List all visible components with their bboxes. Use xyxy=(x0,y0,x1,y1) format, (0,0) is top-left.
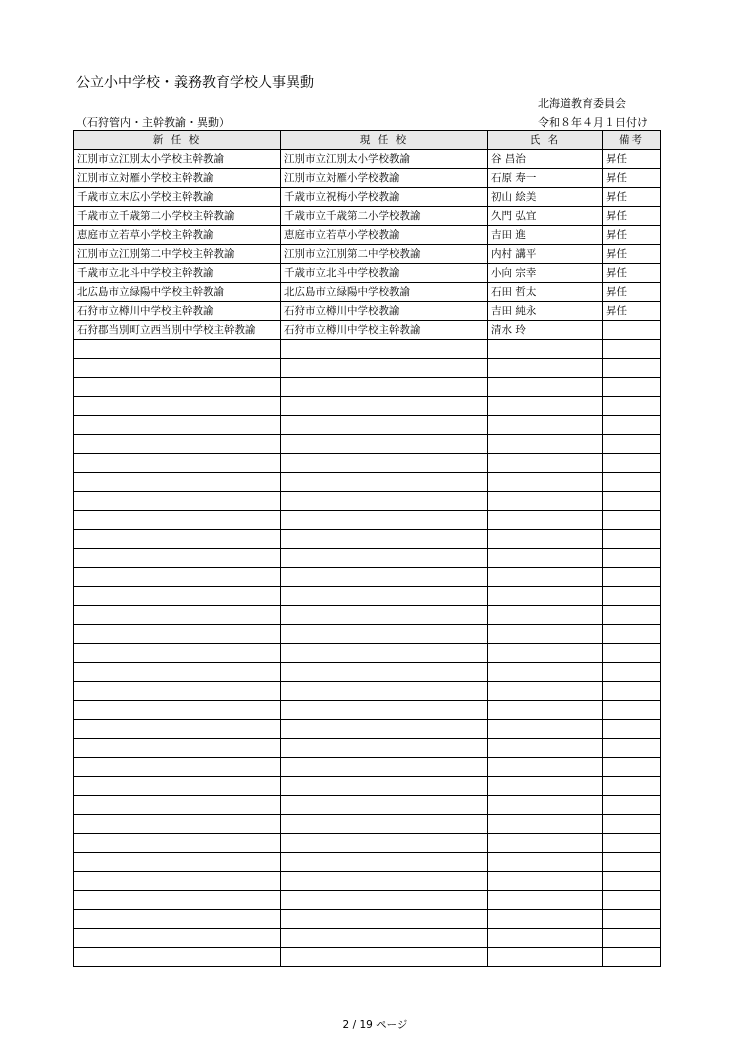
new-school-cell xyxy=(74,777,281,796)
current-school-cell: 千歳市立祝梅小学校教諭 xyxy=(281,188,488,207)
new-school-cell: 北広島市立緑陽中学校主幹教諭 xyxy=(74,283,281,302)
current-school-cell xyxy=(281,644,488,663)
new-school-cell xyxy=(74,378,281,397)
new-school-cell xyxy=(74,663,281,682)
current-school-cell xyxy=(281,663,488,682)
current-school-cell xyxy=(281,549,488,568)
personnel-table xyxy=(73,130,661,967)
table-row xyxy=(74,625,661,644)
remarks-cell: 昇任 xyxy=(603,169,661,188)
remarks-cell xyxy=(603,682,661,701)
remarks-cell xyxy=(603,492,661,511)
column-header-current-school: 現 任 校 xyxy=(281,131,488,150)
column-header-new-school: 新 任 校 xyxy=(74,131,281,150)
table-body xyxy=(74,150,661,967)
current-school-cell xyxy=(281,853,488,872)
new-school-cell xyxy=(74,435,281,454)
remarks-cell xyxy=(603,834,661,853)
current-school-cell xyxy=(281,739,488,758)
remarks-cell xyxy=(603,397,661,416)
name-cell xyxy=(488,796,603,815)
name-cell: 吉田 進 xyxy=(488,226,603,245)
new-school-cell: 江別市立江別第二中学校主幹教諭 xyxy=(74,245,281,264)
current-school-cell xyxy=(281,587,488,606)
remarks-cell xyxy=(603,796,661,815)
issuer: 北海道教育委員会 xyxy=(538,97,626,110)
remarks-cell xyxy=(603,815,661,834)
current-school-cell xyxy=(281,473,488,492)
name-cell xyxy=(488,587,603,606)
table-row xyxy=(74,834,661,853)
current-school-cell: 石狩市立樽川中学校教諭 xyxy=(281,302,488,321)
current-school-cell xyxy=(281,872,488,891)
remarks-cell xyxy=(603,511,661,530)
current-school-cell xyxy=(281,701,488,720)
new-school-cell: 千歳市立千歳第二小学校主幹教諭 xyxy=(74,207,281,226)
remarks-cell xyxy=(603,454,661,473)
table-row xyxy=(74,188,661,207)
current-school-cell xyxy=(281,682,488,701)
name-cell xyxy=(488,359,603,378)
new-school-cell xyxy=(74,473,281,492)
current-school-cell xyxy=(281,530,488,549)
new-school-cell xyxy=(74,492,281,511)
new-school-cell xyxy=(74,587,281,606)
name-cell xyxy=(488,720,603,739)
name-cell xyxy=(488,340,603,359)
page-number: 2 / 19 ページ xyxy=(342,1019,408,1031)
table-row xyxy=(74,340,661,359)
remarks-cell xyxy=(603,701,661,720)
table-row xyxy=(74,169,661,188)
current-school-cell xyxy=(281,511,488,530)
remarks-cell xyxy=(603,416,661,435)
table-row xyxy=(74,207,661,226)
remarks-cell xyxy=(603,625,661,644)
table-row xyxy=(74,416,661,435)
column-header-name: 氏 名 xyxy=(488,131,603,150)
remarks-cell xyxy=(603,568,661,587)
new-school-cell xyxy=(74,644,281,663)
name-cell xyxy=(488,834,603,853)
remarks-cell xyxy=(603,530,661,549)
current-school-cell xyxy=(281,758,488,777)
remarks-cell xyxy=(603,872,661,891)
table-row xyxy=(74,663,661,682)
name-cell xyxy=(488,644,603,663)
table-row xyxy=(74,701,661,720)
table-row xyxy=(74,853,661,872)
current-school-cell xyxy=(281,359,488,378)
column-header-remarks: 備考 xyxy=(603,131,661,150)
new-school-cell xyxy=(74,416,281,435)
remarks-cell xyxy=(603,378,661,397)
new-school-cell xyxy=(74,606,281,625)
new-school-cell xyxy=(74,758,281,777)
table-row xyxy=(74,891,661,910)
remarks-cell xyxy=(603,929,661,948)
name-cell: 久門 弘宜 xyxy=(488,207,603,226)
table-row xyxy=(74,568,661,587)
current-school-cell xyxy=(281,378,488,397)
table-row xyxy=(74,435,661,454)
remarks-cell: 昇任 xyxy=(603,283,661,302)
new-school-cell xyxy=(74,701,281,720)
name-cell xyxy=(488,606,603,625)
name-cell xyxy=(488,397,603,416)
name-cell: 石原 寿一 xyxy=(488,169,603,188)
table-row xyxy=(74,720,661,739)
current-school-cell xyxy=(281,796,488,815)
remarks-cell xyxy=(603,435,661,454)
remarks-cell xyxy=(603,758,661,777)
current-school-cell xyxy=(281,340,488,359)
table-row xyxy=(74,910,661,929)
remarks-cell xyxy=(603,948,661,967)
remarks-cell xyxy=(603,549,661,568)
table-row xyxy=(74,302,661,321)
current-school-cell xyxy=(281,891,488,910)
current-school-cell xyxy=(281,777,488,796)
current-school-cell xyxy=(281,606,488,625)
new-school-cell xyxy=(74,359,281,378)
table-row xyxy=(74,492,661,511)
new-school-cell xyxy=(74,397,281,416)
table-row xyxy=(74,530,661,549)
name-cell xyxy=(488,549,603,568)
table-row xyxy=(74,796,661,815)
table-row xyxy=(74,511,661,530)
name-cell xyxy=(488,701,603,720)
new-school-cell xyxy=(74,796,281,815)
new-school-cell xyxy=(74,872,281,891)
name-cell xyxy=(488,378,603,397)
remarks-cell xyxy=(603,777,661,796)
name-cell xyxy=(488,416,603,435)
name-cell: 小向 宗幸 xyxy=(488,264,603,283)
current-school-cell xyxy=(281,910,488,929)
remarks-cell xyxy=(603,359,661,378)
table-row xyxy=(74,549,661,568)
new-school-cell xyxy=(74,568,281,587)
table-row xyxy=(74,739,661,758)
name-cell xyxy=(488,872,603,891)
name-cell xyxy=(488,758,603,777)
current-school-cell: 江別市立対雁小学校教諭 xyxy=(281,169,488,188)
name-cell: 石田 哲太 xyxy=(488,283,603,302)
current-school-cell: 北広島市立緑陽中学校教諭 xyxy=(281,283,488,302)
name-cell: 吉田 純永 xyxy=(488,302,603,321)
name-cell xyxy=(488,492,603,511)
current-school-cell xyxy=(281,416,488,435)
table-row xyxy=(74,587,661,606)
name-cell xyxy=(488,435,603,454)
new-school-cell xyxy=(74,454,281,473)
name-cell xyxy=(488,682,603,701)
new-school-cell xyxy=(74,739,281,758)
table-row xyxy=(74,815,661,834)
current-school-cell xyxy=(281,454,488,473)
new-school-cell: 千歳市立北斗中学校主幹教諭 xyxy=(74,264,281,283)
table-row xyxy=(74,283,661,302)
remarks-cell xyxy=(603,663,661,682)
new-school-cell xyxy=(74,853,281,872)
remarks-cell xyxy=(603,606,661,625)
current-school-cell xyxy=(281,492,488,511)
table-row xyxy=(74,150,661,169)
table-row xyxy=(74,682,661,701)
new-school-cell xyxy=(74,625,281,644)
new-school-cell xyxy=(74,929,281,948)
name-cell xyxy=(488,511,603,530)
remarks-cell: 昇任 xyxy=(603,245,661,264)
remarks-cell: 昇任 xyxy=(603,226,661,245)
table-row xyxy=(74,378,661,397)
name-cell: 内村 講平 xyxy=(488,245,603,264)
current-school-cell xyxy=(281,568,488,587)
name-cell xyxy=(488,948,603,967)
table-row xyxy=(74,397,661,416)
current-school-cell: 千歳市立千歳第二小学校教諭 xyxy=(281,207,488,226)
current-school-cell xyxy=(281,815,488,834)
new-school-cell xyxy=(74,815,281,834)
name-cell xyxy=(488,910,603,929)
remarks-cell xyxy=(603,910,661,929)
remarks-cell xyxy=(603,473,661,492)
current-school-cell: 千歳市立北斗中学校教諭 xyxy=(281,264,488,283)
name-cell xyxy=(488,625,603,644)
effective-date: 令和８年４月１日付け xyxy=(538,116,648,129)
name-cell xyxy=(488,777,603,796)
remarks-cell: 昇任 xyxy=(603,207,661,226)
remarks-cell xyxy=(603,587,661,606)
new-school-cell xyxy=(74,340,281,359)
current-school-cell: 石狩市立樽川中学校主幹教諭 xyxy=(281,321,488,340)
table-row xyxy=(74,226,661,245)
new-school-cell xyxy=(74,891,281,910)
new-school-cell xyxy=(74,530,281,549)
new-school-cell: 江別市立江別太小学校主幹教諭 xyxy=(74,150,281,169)
current-school-cell: 江別市立江別太小学校教諭 xyxy=(281,150,488,169)
remarks-cell: 昇任 xyxy=(603,188,661,207)
new-school-cell xyxy=(74,511,281,530)
remarks-cell xyxy=(603,321,661,340)
new-school-cell xyxy=(74,549,281,568)
new-school-cell: 恵庭市立若草小学校主幹教諭 xyxy=(74,226,281,245)
new-school-cell xyxy=(74,682,281,701)
page-title: 公立小中学校・義務教育学校人事異動 xyxy=(76,75,314,91)
new-school-cell xyxy=(74,910,281,929)
remarks-cell xyxy=(603,739,661,758)
name-cell xyxy=(488,929,603,948)
remarks-cell xyxy=(603,891,661,910)
name-cell xyxy=(488,454,603,473)
name-cell xyxy=(488,891,603,910)
current-school-cell: 江別市立江別第二中学校教諭 xyxy=(281,245,488,264)
table-row xyxy=(74,948,661,967)
remarks-cell xyxy=(603,644,661,663)
current-school-cell xyxy=(281,435,488,454)
name-cell xyxy=(488,663,603,682)
name-cell xyxy=(488,853,603,872)
table-header-row xyxy=(74,131,661,150)
new-school-cell: 千歳市立末広小学校主幹教諭 xyxy=(74,188,281,207)
name-cell xyxy=(488,568,603,587)
table-row xyxy=(74,245,661,264)
current-school-cell xyxy=(281,929,488,948)
table-row xyxy=(74,606,661,625)
subtitle: （石狩管内・主幹教諭・異動） xyxy=(76,116,230,129)
name-cell: 初山 絵美 xyxy=(488,188,603,207)
remarks-cell xyxy=(603,720,661,739)
current-school-cell xyxy=(281,397,488,416)
new-school-cell xyxy=(74,834,281,853)
name-cell: 清水 玲 xyxy=(488,321,603,340)
table-row xyxy=(74,758,661,777)
table-row xyxy=(74,359,661,378)
table-row xyxy=(74,644,661,663)
table-row xyxy=(74,321,661,340)
remarks-cell: 昇任 xyxy=(603,302,661,321)
table-row xyxy=(74,777,661,796)
name-cell xyxy=(488,739,603,758)
table-row xyxy=(74,872,661,891)
new-school-cell: 石狩郡当別町立西当別中学校主幹教諭 xyxy=(74,321,281,340)
table-row xyxy=(74,264,661,283)
name-cell xyxy=(488,815,603,834)
new-school-cell: 石狩市立樽川中学校主幹教諭 xyxy=(74,302,281,321)
name-cell xyxy=(488,530,603,549)
new-school-cell xyxy=(74,948,281,967)
current-school-cell: 恵庭市立若草小学校教諭 xyxy=(281,226,488,245)
name-cell xyxy=(488,473,603,492)
new-school-cell xyxy=(74,720,281,739)
remarks-cell: 昇任 xyxy=(603,150,661,169)
current-school-cell xyxy=(281,625,488,644)
current-school-cell xyxy=(281,834,488,853)
remarks-cell xyxy=(603,853,661,872)
current-school-cell xyxy=(281,720,488,739)
table-row xyxy=(74,473,661,492)
current-school-cell xyxy=(281,948,488,967)
table-row xyxy=(74,929,661,948)
remarks-cell: 昇任 xyxy=(603,264,661,283)
name-cell: 谷 昌治 xyxy=(488,150,603,169)
table-row xyxy=(74,454,661,473)
remarks-cell xyxy=(603,340,661,359)
new-school-cell: 江別市立対雁小学校主幹教諭 xyxy=(74,169,281,188)
